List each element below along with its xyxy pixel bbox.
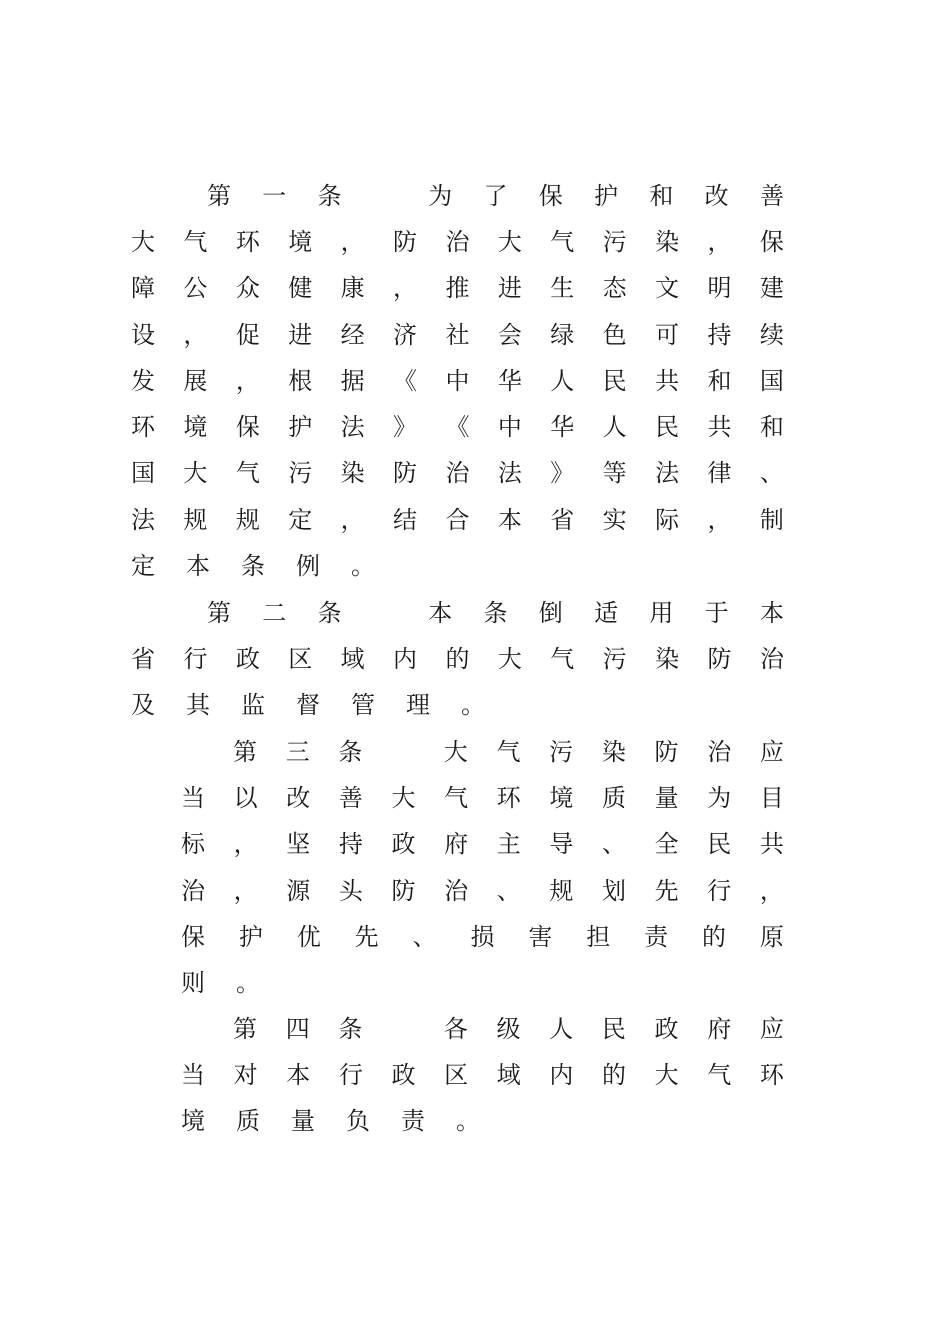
char: 大 (183, 459, 208, 488)
char: 为 (707, 783, 732, 812)
char: 。 (461, 691, 485, 720)
char: 结 (393, 505, 418, 534)
char: 行 (707, 876, 732, 905)
char: 政 (391, 1060, 416, 1089)
article-2 (130, 587, 785, 726)
char: 头 (338, 876, 363, 905)
char: 染 (655, 644, 680, 673)
char: 绿 (550, 320, 575, 349)
char: 》 (550, 459, 575, 488)
char: ， (707, 227, 732, 256)
char: 和 (707, 366, 732, 395)
article-4-heading-line (180, 1003, 785, 1049)
char: 气 (444, 783, 469, 812)
char: 际 (655, 505, 680, 534)
char: 民 (601, 1014, 626, 1043)
char: 环 (496, 783, 521, 812)
char: 督 (296, 691, 320, 720)
char: ， (707, 505, 732, 534)
char: 则 (181, 969, 205, 998)
char: 条 (338, 1014, 363, 1043)
char: 、 (496, 876, 521, 905)
text-line (180, 819, 785, 865)
char: 境 (181, 1107, 205, 1136)
char: ， (233, 876, 258, 905)
char: 治 (759, 644, 784, 673)
char: 法 (131, 505, 155, 534)
char: 本 (428, 598, 453, 627)
article-2-body (130, 633, 785, 726)
char: 内 (393, 644, 418, 673)
text-line (130, 680, 785, 726)
article-3-heading-line (180, 726, 785, 772)
char: 域 (340, 644, 365, 673)
article-2-heading-line (130, 587, 785, 633)
char: 济 (393, 320, 418, 349)
char: 进 (497, 274, 522, 303)
char: 损 (470, 922, 495, 951)
char: 。 (351, 552, 375, 581)
char: 的 (602, 1060, 626, 1089)
char: 行 (338, 1060, 363, 1089)
char: 污 (602, 644, 627, 673)
char: 第 (233, 737, 257, 766)
char: 续 (759, 320, 784, 349)
char: ， (235, 366, 260, 395)
char: ， (183, 320, 208, 349)
char: 障 (131, 274, 155, 303)
char: 改 (704, 181, 729, 210)
char: 防 (654, 737, 679, 766)
char: ， (233, 830, 258, 859)
char: 优 (296, 922, 321, 951)
char: 本 (286, 1060, 311, 1089)
char: 对 (233, 1060, 258, 1089)
char: 先 (654, 876, 679, 905)
char: 众 (235, 274, 260, 303)
text-line (130, 448, 785, 494)
char: 当 (181, 783, 205, 812)
char: 。 (236, 969, 260, 998)
char: 。 (456, 1107, 480, 1136)
char: ， (759, 876, 784, 905)
text-line (180, 1049, 785, 1095)
char: 理 (406, 691, 430, 720)
char: 应 (759, 737, 784, 766)
char: 明 (707, 274, 732, 303)
char: 环 (131, 413, 155, 442)
text-line (130, 263, 785, 309)
char: 质 (602, 783, 626, 812)
char: 规 (549, 876, 574, 905)
char: 条 (338, 737, 363, 766)
char: 一 (262, 181, 287, 210)
char: 规 (235, 505, 260, 534)
char: 护 (594, 181, 619, 210)
char: 治 (181, 876, 205, 905)
char: 气 (235, 459, 260, 488)
char: 的 (702, 922, 727, 951)
char: 制 (759, 505, 784, 534)
char: 促 (235, 320, 260, 349)
char: 公 (183, 274, 208, 303)
char: 条 (317, 181, 342, 210)
char: 治 (445, 227, 470, 256)
char: 政 (391, 830, 416, 859)
char: 源 (286, 876, 311, 905)
char: 用 (649, 598, 674, 627)
char: 治 (445, 459, 470, 488)
char: 第 (207, 598, 231, 627)
char: 染 (340, 459, 365, 488)
char: 保 (759, 227, 784, 256)
text-line (180, 772, 785, 818)
char: 设 (131, 320, 155, 349)
char: 和 (649, 181, 674, 210)
char: 气 (496, 737, 521, 766)
article-4-body (180, 1049, 785, 1142)
char: 管 (351, 691, 375, 720)
char: 主 (496, 830, 521, 859)
char: 人 (602, 413, 627, 442)
char: 三 (285, 737, 310, 766)
char: 本 (759, 598, 784, 627)
char: 康 (340, 274, 365, 303)
char: 法 (497, 459, 522, 488)
char: 第 (233, 1014, 257, 1043)
char: 染 (601, 737, 626, 766)
char: 民 (655, 413, 680, 442)
char: 标 (181, 830, 205, 859)
text-line (130, 216, 785, 262)
char: 合 (445, 505, 470, 534)
char: 级 (496, 1014, 521, 1043)
char: 四 (285, 1014, 310, 1043)
char: 经 (340, 320, 365, 349)
char: ， (340, 227, 365, 256)
char: 善 (759, 181, 784, 210)
article-4 (180, 1003, 785, 1142)
char: 健 (288, 274, 313, 303)
char: 共 (707, 413, 732, 442)
char: 境 (288, 227, 313, 256)
char: 《 (445, 413, 470, 442)
char: 人 (549, 1014, 574, 1043)
char: 护 (238, 922, 263, 951)
char: 政 (235, 644, 260, 673)
text-line (130, 540, 785, 586)
char: 本 (186, 552, 210, 581)
char: 第 (207, 181, 231, 210)
char: 应 (759, 1014, 784, 1043)
article-3-body (180, 772, 785, 1003)
char: 生 (550, 274, 575, 303)
char: 大 (131, 227, 155, 256)
char: 原 (759, 922, 784, 951)
char: 持 (707, 320, 732, 349)
char: 气 (550, 227, 575, 256)
char: 态 (602, 274, 627, 303)
char: 人 (550, 366, 575, 395)
text-line (130, 401, 785, 447)
char: 内 (549, 1060, 574, 1089)
char: 中 (445, 366, 470, 395)
char: 规 (183, 505, 208, 534)
char: 境 (549, 783, 574, 812)
char: 民 (707, 830, 732, 859)
char: 二 (262, 598, 287, 627)
char: 、 (602, 830, 626, 859)
char: 条 (317, 598, 342, 627)
char: 大 (654, 1060, 679, 1089)
text-line (180, 865, 785, 911)
char: 污 (602, 227, 627, 256)
char: 华 (550, 413, 575, 442)
char: 其 (186, 691, 210, 720)
char: 建 (759, 274, 784, 303)
char: 防 (393, 227, 418, 256)
char: 责 (401, 1107, 425, 1136)
char: 气 (183, 227, 208, 256)
char: 据 (340, 366, 365, 395)
char: 进 (288, 320, 313, 349)
char: 质 (236, 1107, 260, 1136)
char: 保 (538, 181, 563, 210)
char: 各 (443, 1014, 468, 1043)
char: 民 (602, 366, 627, 395)
char: 倒 (538, 598, 563, 627)
char: 法 (655, 459, 680, 488)
char: ， (340, 505, 365, 534)
char: 防 (393, 459, 418, 488)
char: 色 (602, 320, 627, 349)
char: 展 (183, 366, 208, 395)
char: 行 (183, 644, 208, 673)
char: 和 (759, 413, 784, 442)
char: 条 (241, 552, 265, 581)
char: 监 (241, 691, 265, 720)
char: 护 (288, 413, 313, 442)
char: 府 (444, 830, 469, 859)
char: 保 (235, 413, 260, 442)
char: 大 (391, 783, 416, 812)
char: 于 (704, 598, 729, 627)
char: 染 (655, 227, 680, 256)
char: 环 (235, 227, 260, 256)
char: 全 (654, 830, 679, 859)
char: 气 (550, 644, 575, 673)
char: 发 (131, 366, 155, 395)
char: 量 (654, 783, 679, 812)
char: 及 (131, 691, 155, 720)
text-line (180, 1096, 785, 1142)
char: 环 (759, 1060, 784, 1089)
char: 文 (655, 274, 680, 303)
char: 政 (654, 1014, 679, 1043)
char: 实 (602, 505, 627, 534)
char: ， (393, 274, 418, 303)
char: 省 (550, 505, 575, 534)
char: 根 (288, 366, 313, 395)
char: 坚 (286, 830, 311, 859)
char: 国 (759, 366, 784, 395)
char: 》 (393, 413, 418, 442)
char: 社 (445, 320, 470, 349)
char: 善 (338, 783, 363, 812)
char: 负 (346, 1107, 370, 1136)
article-1 (130, 170, 785, 587)
char: 推 (445, 274, 470, 303)
char: 量 (291, 1107, 315, 1136)
char: 大 (443, 737, 468, 766)
char: 改 (286, 783, 311, 812)
text-line (180, 911, 785, 957)
char: 华 (497, 366, 522, 395)
char: 责 (644, 922, 669, 951)
char: 区 (444, 1060, 469, 1089)
char: 导 (549, 830, 574, 859)
char: 定 (288, 505, 313, 534)
char: 共 (759, 830, 784, 859)
char: 例 (296, 552, 320, 581)
article-1-body (130, 216, 785, 586)
char: 治 (707, 737, 732, 766)
text-line (130, 309, 785, 355)
char: 律 (707, 459, 732, 488)
char: 持 (338, 830, 363, 859)
char: 会 (497, 320, 522, 349)
char: 污 (549, 737, 574, 766)
char: 划 (602, 876, 626, 905)
article-3 (180, 726, 785, 1004)
char: 府 (707, 1014, 732, 1043)
char: 《 (393, 366, 418, 395)
char: 先 (354, 922, 379, 951)
char: 以 (233, 783, 258, 812)
text-line (130, 494, 785, 540)
char: 可 (655, 320, 680, 349)
char: 治 (444, 876, 469, 905)
char: 适 (594, 598, 619, 627)
char: 、 (759, 459, 784, 488)
char: 省 (131, 644, 155, 673)
char: 本 (497, 505, 522, 534)
char: 、 (412, 922, 437, 951)
char: 等 (602, 459, 627, 488)
char: 担 (586, 922, 611, 951)
text-line (130, 633, 785, 679)
char: 域 (496, 1060, 521, 1089)
text-line (130, 355, 785, 401)
char: 防 (707, 644, 732, 673)
char: 区 (288, 644, 313, 673)
char: 害 (528, 922, 553, 951)
char: 的 (445, 644, 470, 673)
char: 目 (759, 783, 784, 812)
char: 为 (428, 181, 453, 210)
char: 法 (340, 413, 365, 442)
char: 境 (183, 413, 208, 442)
char: 当 (181, 1060, 205, 1089)
text-line (180, 957, 785, 1003)
char: 污 (288, 459, 313, 488)
char: 气 (707, 1060, 732, 1089)
char: 共 (655, 366, 680, 395)
char: 定 (131, 552, 155, 581)
char: 保 (181, 922, 205, 951)
char: 中 (497, 413, 522, 442)
char: 大 (497, 644, 522, 673)
char: 条 (483, 598, 508, 627)
char: 防 (391, 876, 416, 905)
char: 国 (131, 459, 155, 488)
char: 大 (497, 227, 522, 256)
char: 了 (483, 181, 508, 210)
article-1-heading-line (130, 170, 785, 216)
